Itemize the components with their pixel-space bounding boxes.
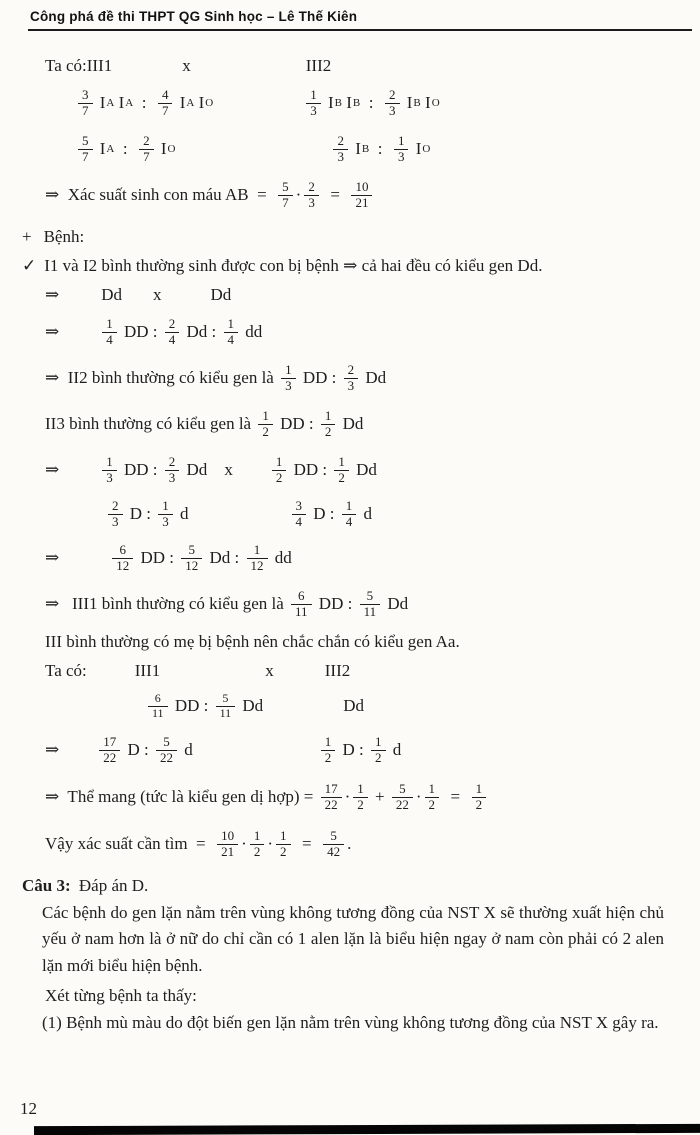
- math-expression: II3 bình thường có kiểu gen là $\frac{1}{2}$ DD : $\frac{1}{2}$ Dd: [45, 407, 364, 439]
- math-expression: $\frac{1}{2}$ DD : $\frac{1}{2}$ Dd: [269, 455, 377, 486]
- math-expression: $\frac{17}{22}$ D : $\frac{5}{22}$ d: [96, 735, 193, 766]
- fraction: $\frac{2}{3}$: [344, 363, 359, 394]
- line-ii3-genotype: [22, 401, 662, 447]
- fraction: $\frac{3}{4}$: [292, 499, 307, 530]
- fraction: $\frac{5}{11}$: [360, 589, 381, 620]
- fraction: $\frac{2}{3}$: [304, 180, 319, 211]
- fraction: $\frac{3}{7}$: [78, 88, 93, 119]
- fraction: $\frac{1}{2}$: [276, 829, 291, 860]
- fraction: $\frac{10}{21}$: [351, 180, 372, 211]
- line-cross-parents-disease: [22, 656, 662, 685]
- text-run: III bình thường có mẹ bị bệnh nên chắc chắn có kiểu gen Aa.: [45, 631, 460, 651]
- fraction: $\frac{6}{11}$: [148, 692, 168, 721]
- line-blood-genotypes-1: [22, 80, 662, 126]
- implies-arrow: ⇒: [45, 284, 60, 304]
- fraction: $\frac{1}{12}$: [247, 543, 268, 574]
- fraction: $\frac{1}{2}$: [258, 409, 273, 440]
- fraction: $\frac{2}{3}$: [385, 88, 400, 119]
- fraction: $\frac{6}{12}$: [112, 543, 133, 574]
- line-parents-dd-note: [22, 251, 662, 280]
- cross-symbol: x: [224, 460, 233, 479]
- math-expression: $\frac{6}{12}$ DD : $\frac{5}{12}$ Dd : $\frac{1}{12}$ dd: [109, 543, 292, 574]
- fraction: $\frac{5}{42}$: [323, 829, 344, 860]
- book-title: Công phá đề thi THPT QG Sinh học – Lê Thế Kiên: [30, 9, 358, 24]
- check-icon: ✓: [22, 255, 37, 275]
- line-disease-heading: [22, 222, 662, 251]
- text-run: I1 và I2 bình thường sinh được con bị bệnh ⇒ cả hai đều có kiểu gen Dd.: [44, 255, 543, 275]
- fraction: $\frac{5}{22}$: [156, 735, 177, 766]
- math-expression: $\frac{3}{4}$ D : $\frac{1}{4}$ d: [289, 499, 373, 530]
- fraction: $\frac{5}{7}$: [278, 180, 293, 211]
- fraction: $\frac{1}{2}$: [321, 735, 336, 766]
- fraction: $\frac{1}{3}$: [281, 363, 296, 394]
- line-ii2-genotype: [22, 355, 662, 401]
- cross-symbol: x: [153, 284, 162, 304]
- line-ii-gametes: [22, 493, 662, 535]
- math-expression: $\frac{2}{3}$ D : $\frac{1}{3}$ d: [105, 499, 189, 530]
- fraction: $\frac{17}{22}$: [99, 735, 120, 766]
- fraction: $\frac{2}{4}$: [165, 317, 180, 348]
- fraction: $\frac{5}{11}$: [216, 692, 236, 721]
- line-dd-offspring: [22, 309, 662, 355]
- page-header: [0, 0, 700, 24]
- math-expression: $\frac{1}{4}$ DD : $\frac{2}{4}$ Dd : $\frac{1}{4}$ dd: [99, 317, 262, 348]
- text-run: III2: [305, 55, 332, 75]
- line-blood-ab-probability: [22, 172, 662, 218]
- line-ii-offspring: [22, 535, 662, 581]
- fraction: $\frac{1}{3}$: [394, 134, 409, 165]
- fraction: $\frac{1}{2}$: [321, 409, 336, 440]
- math-expression: $\frac{1}{2}$ D : $\frac{1}{2}$ d: [318, 735, 402, 766]
- bottom-scan-bar: [34, 1124, 700, 1135]
- document-body: [0, 31, 700, 1036]
- fraction: $\frac{4}{7}$: [158, 88, 173, 119]
- genotype: Dd: [210, 284, 232, 304]
- fraction: $\frac{1}{2}$: [353, 782, 368, 813]
- cross-symbol: x: [182, 55, 191, 75]
- fraction: $\frac{1}{2}$: [250, 829, 265, 860]
- fraction: $\frac{1}{4}$: [224, 317, 239, 348]
- page-number: 12: [20, 1099, 37, 1118]
- line-cross-parents-blood: [22, 51, 662, 80]
- fraction: $\frac{2}{7}$: [139, 134, 154, 165]
- text-run: Bệnh:: [43, 226, 85, 246]
- math-expression: ⇒ II2 bình thường có kiểu gen là $\frac{1}{3}$ DD : $\frac{2}{3}$ Dd: [45, 361, 387, 393]
- line-iii1-genotype: [22, 581, 662, 627]
- answer-text: Đáp án D.: [74, 875, 149, 895]
- fraction: $\frac{5}{22}$: [392, 782, 413, 813]
- math-expression: $\frac{1}{3}$ I B I B : $\frac{2}{3}$ I B I O: [303, 88, 439, 119]
- line-carrier-probability: [22, 773, 662, 821]
- line-consider-each-disease: [22, 981, 662, 1010]
- fraction: $\frac{1}{2}$: [472, 782, 487, 813]
- cross-symbol: x: [265, 660, 274, 680]
- paragraph-x-linked-explanation: Các bệnh do gen lặn nằm trên vùng không tương đồng của NST X sẽ thường xuất hiện chủ yếu ở nam hơn là ở nữ do chỉ cần có 1 alen lặn là biểu hiện ngay ở nam còn phải có 2 alen lặn mới biểu hiện bệnh.: [42, 903, 664, 975]
- paragraph-color-blindness: (1) Bệnh mù màu do đột biến gen lặn nằm trên vùng không tương đồng của NST X gây ra.: [42, 1013, 659, 1033]
- text-run: III1: [134, 660, 161, 680]
- line-ii-cross: [22, 447, 662, 493]
- math-expression: ⇒ Thể mang (tức là kiểu gen dị hợp) = $\frac{17}{22}$ · $\frac{1}{2}$ + $\frac{5}{22}$ · $\frac{1}{2}$ = $\frac{1}{2}$: [45, 782, 489, 813]
- text-run: Ta có:III1: [45, 55, 113, 75]
- math-expression: $\frac{5}{7}$ I A : $\frac{2}{7}$ I O: [75, 134, 175, 165]
- math-expression: $\frac{3}{7}$ I A I A : $\frac{4}{7}$ I A I O: [75, 88, 213, 119]
- fraction: $\frac{2}{3}$: [108, 499, 123, 530]
- math-expression: $\frac{2}{3}$ I B : $\frac{1}{3}$ I O: [330, 134, 430, 165]
- fraction: $\frac{5}{12}$: [181, 543, 202, 574]
- fraction: $\frac{2}{3}$: [333, 134, 348, 165]
- fraction: $\frac{5}{7}$: [78, 134, 93, 165]
- question-label: Câu 3:: [22, 875, 71, 895]
- fraction: $\frac{1}{2}$: [334, 455, 349, 486]
- implies-arrow: ⇒: [45, 548, 60, 567]
- fraction: $\frac{1}{2}$: [425, 782, 440, 813]
- fraction: $\frac{1}{3}$: [158, 499, 173, 530]
- text-run: Ta có:: [45, 660, 87, 680]
- line-question-3-answer: [22, 871, 662, 900]
- genotype: Dd: [101, 284, 123, 304]
- math-expression: ⇒ Xác suất sinh con máu AB = $\frac{5}{7}$ · $\frac{2}{3}$ = $\frac{10}{21}$: [45, 180, 375, 211]
- fraction: $\frac{17}{22}$: [321, 782, 342, 813]
- genotype: Dd: [343, 696, 364, 715]
- math-expression: $\frac{1}{3}$ DD : $\frac{2}{3}$ Dd: [99, 455, 207, 486]
- implies-arrow: ⇒: [45, 740, 60, 759]
- implies-arrow: ⇒: [45, 322, 60, 341]
- fraction: $\frac{10}{21}$: [217, 829, 238, 860]
- math-expression: ⇒ III1 bình thường có kiểu gen là $\frac{6}{11}$ DD : $\frac{5}{11}$ Dd: [45, 587, 409, 619]
- implies-arrow: ⇒: [45, 460, 60, 479]
- fraction: $\frac{1}{4}$: [342, 499, 357, 530]
- line-iii-genotypes: [22, 685, 662, 727]
- fraction: $\frac{6}{11}$: [291, 589, 312, 620]
- text-run: Xét từng bệnh ta thấy:: [45, 985, 197, 1005]
- fraction: $\frac{1}{4}$: [102, 317, 117, 348]
- line-iii-aa-note: [22, 627, 662, 656]
- line-iii-gametes: [22, 727, 662, 773]
- line-final-probability: [22, 821, 662, 867]
- fraction: $\frac{1}{2}$: [371, 735, 386, 766]
- text-run: III2: [324, 660, 351, 680]
- line-blood-gametes: [22, 126, 662, 172]
- fraction: $\frac{1}{3}$: [306, 88, 321, 119]
- line-dd-cross: [22, 280, 662, 309]
- fraction: $\frac{1}{3}$: [102, 455, 117, 486]
- fraction: $\frac{1}{2}$: [272, 455, 287, 486]
- math-expression: $\frac{6}{11}$ DD : $\frac{5}{11}$ Dd: [145, 692, 263, 721]
- fraction: $\frac{2}{3}$: [165, 455, 180, 486]
- math-expression: Vậy xác suất cần tìm = $\frac{10}{21}$ · $\frac{1}{2}$ · $\frac{1}{2}$ = $\frac{5}{42}$ .: [45, 827, 352, 859]
- plus-marker: +: [22, 226, 32, 246]
